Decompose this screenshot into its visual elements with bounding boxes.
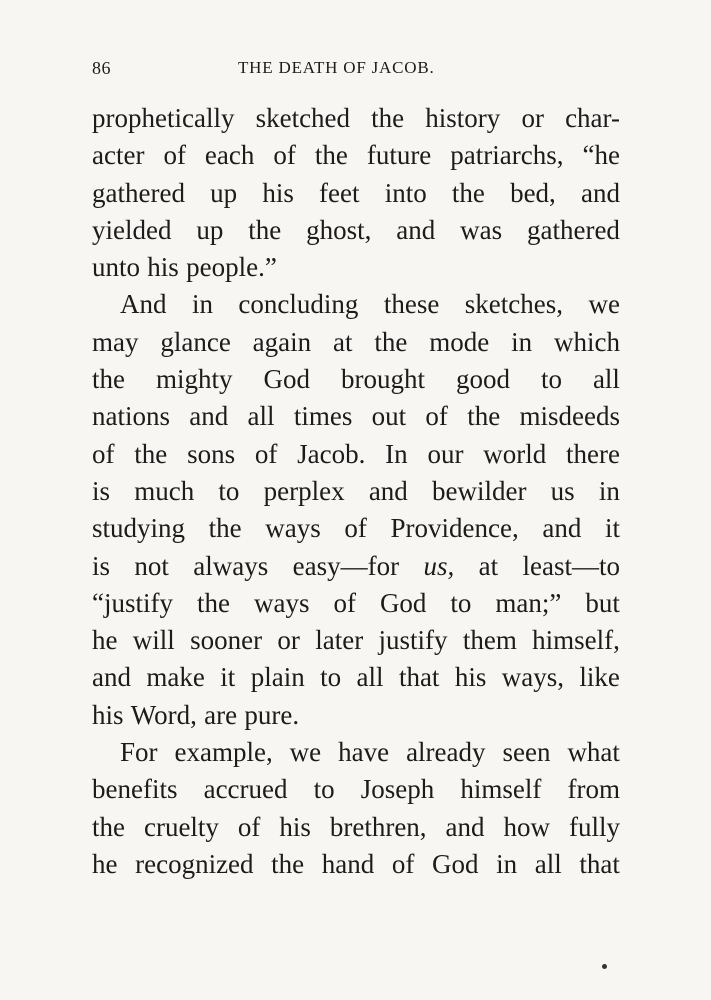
text-line — [92, 585, 620, 622]
word: glance — [160, 326, 231, 357]
word: of — [425, 401, 448, 432]
running-head — [92, 58, 620, 82]
word: out — [371, 401, 407, 432]
word: all — [534, 848, 562, 879]
word: And — [120, 289, 167, 320]
word: bewilder — [432, 475, 527, 506]
word: the — [92, 811, 125, 842]
word: benefits — [92, 774, 178, 805]
word: brought — [340, 364, 425, 395]
word: was — [460, 214, 503, 245]
word: future — [366, 140, 432, 171]
word: plain — [250, 662, 305, 693]
word: Jacob. — [297, 438, 366, 469]
text-line — [92, 473, 620, 510]
word: God — [432, 848, 479, 879]
word: his — [92, 699, 124, 730]
word: hand — [321, 848, 375, 879]
word: man;” — [495, 587, 562, 618]
word: Providence, — [390, 513, 519, 544]
word: brethren, — [329, 811, 427, 842]
word: For — [120, 737, 158, 768]
word: all — [356, 662, 384, 693]
word: will — [132, 625, 175, 656]
word: already — [406, 737, 486, 768]
word: yielded — [92, 214, 172, 245]
word: example, — [174, 737, 273, 768]
word: or — [521, 103, 544, 133]
text-line — [92, 212, 620, 249]
word: of — [163, 140, 186, 171]
word: these — [383, 289, 440, 320]
word: fully — [568, 811, 620, 842]
word: or — [277, 625, 300, 656]
text-line — [92, 510, 620, 547]
word: at — [333, 326, 353, 357]
word: of — [92, 438, 115, 469]
word: the — [371, 103, 405, 133]
word: patriarchs, — [450, 140, 564, 171]
word: the — [208, 513, 242, 544]
word: the — [314, 140, 348, 171]
word: in — [496, 848, 518, 879]
word: recognized — [135, 848, 254, 879]
word: at — [478, 550, 499, 581]
word: bed, — [510, 177, 556, 208]
word: sketched — [255, 103, 351, 133]
word: ghost, — [306, 214, 372, 245]
word: ways — [265, 513, 321, 544]
word: make — [146, 662, 205, 693]
word: which — [553, 326, 620, 357]
word: of — [344, 513, 367, 544]
word: into — [384, 177, 427, 208]
word: from — [567, 774, 620, 805]
word: In — [385, 438, 408, 469]
word: like — [579, 662, 620, 693]
word: us — [550, 475, 575, 506]
word: much — [134, 475, 195, 506]
word: we — [588, 289, 620, 320]
text-line — [92, 100, 620, 137]
word: the — [271, 848, 305, 879]
word: them — [462, 625, 517, 656]
word: the — [248, 214, 282, 245]
word: unto — [92, 252, 141, 283]
text-line — [92, 659, 620, 696]
word: how — [503, 811, 550, 842]
word: misdeeds — [519, 401, 620, 432]
word: people.” — [186, 252, 277, 283]
word: is — [92, 475, 111, 506]
word: our — [427, 438, 464, 469]
word: perplex — [263, 475, 345, 506]
word: to — [540, 364, 562, 395]
word: and — [368, 475, 408, 506]
word: the — [467, 401, 501, 432]
word: acter — [92, 140, 145, 171]
word: the — [196, 587, 230, 618]
word: pure. — [244, 699, 300, 730]
word: his — [147, 252, 179, 283]
text-line — [92, 436, 620, 473]
word: studying — [92, 513, 186, 544]
word: not — [134, 550, 169, 581]
word: his — [454, 662, 487, 693]
word: seen — [502, 737, 551, 768]
word: gathered — [526, 214, 620, 245]
word: we — [289, 737, 322, 768]
word: all — [592, 364, 620, 395]
word: the — [134, 438, 168, 469]
word: there — [566, 438, 620, 469]
word: world — [483, 438, 547, 469]
word: prophetically — [92, 103, 235, 133]
word: nations — [92, 401, 170, 432]
text-line — [92, 137, 620, 174]
word: “he — [582, 140, 620, 171]
word: ways — [253, 587, 310, 618]
running-title: THE DEATH OF JACOB. — [238, 58, 435, 77]
word: later — [315, 625, 364, 656]
word: sooner — [190, 625, 263, 656]
text-line — [92, 249, 620, 286]
word: and — [396, 214, 436, 245]
text-line — [92, 398, 620, 435]
word: again — [252, 326, 312, 357]
text-line — [92, 622, 620, 659]
emphasized-word: us, — [423, 550, 455, 581]
word: of — [391, 848, 415, 879]
word: in — [511, 326, 533, 357]
word: char- — [565, 103, 620, 133]
word: sons — [187, 438, 236, 469]
word: God — [263, 364, 310, 395]
word: that — [398, 662, 440, 693]
word: of — [333, 587, 356, 618]
word: and — [92, 662, 131, 693]
body-text — [92, 100, 620, 883]
word: in — [191, 289, 213, 320]
word: history — [425, 103, 501, 133]
word: to — [313, 774, 335, 805]
word: the — [374, 326, 408, 357]
word: Joseph — [360, 774, 435, 805]
word: and — [189, 401, 229, 432]
text-line — [92, 361, 620, 398]
word: it — [220, 662, 236, 693]
word: to — [218, 475, 240, 506]
ink-speck — [602, 964, 607, 969]
word: and — [445, 811, 485, 842]
word: he — [92, 625, 118, 656]
word: are — [204, 699, 238, 730]
word: may — [92, 326, 139, 357]
word: “justify — [92, 587, 173, 618]
word: up — [210, 177, 238, 208]
word: the — [92, 364, 125, 395]
word: of — [237, 811, 261, 842]
word: to — [450, 587, 472, 618]
text-line — [92, 548, 620, 585]
text-line — [92, 846, 620, 883]
word: what — [567, 737, 620, 768]
word: easy—for — [292, 550, 400, 581]
word: up — [196, 214, 224, 245]
text-line — [92, 697, 620, 734]
word: accrued — [203, 774, 288, 805]
word: each — [204, 140, 255, 171]
text-line — [92, 734, 620, 771]
word: of — [254, 438, 278, 469]
word: and — [542, 513, 582, 544]
word: gathered — [92, 177, 185, 208]
word: God — [379, 587, 427, 618]
word: concluding — [238, 289, 359, 320]
word: that — [579, 848, 620, 879]
page-number: 86 — [92, 58, 111, 78]
word: good — [455, 364, 510, 395]
word: have — [338, 737, 390, 768]
word: mighty — [155, 364, 233, 395]
text-line — [92, 286, 620, 323]
text-line — [92, 324, 620, 361]
word: in — [598, 475, 620, 506]
text-line — [92, 809, 620, 846]
word: his — [279, 811, 311, 842]
word: of — [273, 140, 296, 171]
word: to — [320, 662, 342, 693]
word: himself — [460, 774, 542, 805]
word: least—to — [522, 550, 620, 581]
word: his — [262, 177, 294, 208]
word: he — [92, 848, 118, 879]
word: but — [585, 587, 620, 618]
word: ways, — [501, 662, 565, 693]
word: sketches, — [464, 289, 564, 320]
word: feet — [319, 177, 360, 208]
text-line — [92, 771, 620, 808]
word: mode — [429, 326, 490, 357]
word: it — [604, 513, 620, 544]
word: justify — [378, 625, 448, 656]
word: always — [193, 550, 269, 581]
word: Word, — [130, 699, 197, 730]
text-line — [92, 175, 620, 212]
word: times — [293, 401, 353, 432]
word: the — [451, 177, 485, 208]
word: himself, — [532, 625, 620, 656]
word: all — [247, 401, 275, 432]
word: and — [581, 177, 620, 208]
word: is — [92, 550, 111, 581]
word: cruelty — [143, 811, 219, 842]
